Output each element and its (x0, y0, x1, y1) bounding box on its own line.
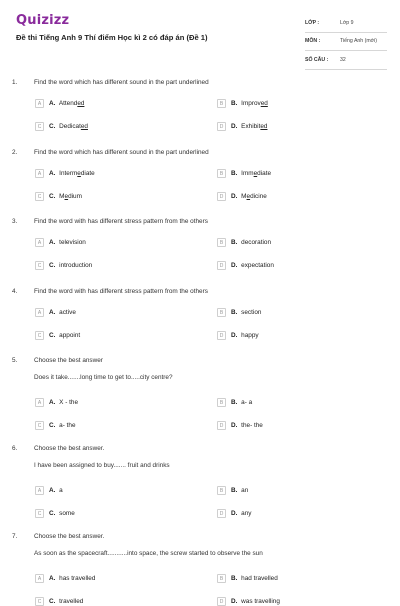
option-text (231, 193, 267, 200)
option-text (231, 598, 280, 605)
option-underlined-part: e (77, 170, 81, 177)
option-text-main: A. X - the (49, 399, 79, 406)
question-header (12, 149, 209, 156)
option-text-main: B. Improv (231, 100, 261, 107)
question-number: 7. (12, 533, 18, 540)
answer-option-c[interactable] (35, 331, 80, 340)
option-text (231, 262, 274, 269)
option-text-main: D. was travelling (231, 598, 280, 605)
option-text-main: D. any (231, 510, 252, 517)
option-text-main: C. travelled (49, 598, 84, 605)
option-text-main: C. Dedicat (49, 123, 81, 130)
answer-option-a[interactable] (35, 99, 84, 108)
answer-option-a[interactable] (35, 574, 95, 583)
option-text (231, 487, 248, 494)
meta-value: 32 (340, 56, 346, 63)
option-text-rest: dium (68, 193, 82, 200)
option-letter-box: A (35, 398, 44, 407)
option-text-main: D. happy (231, 332, 259, 339)
option-text-main: B. Imm (231, 170, 254, 177)
option-underlined-part: e (253, 170, 258, 177)
answer-option-c[interactable] (35, 261, 92, 270)
answer-option-c[interactable] (35, 597, 83, 606)
answer-option-c[interactable] (35, 192, 82, 201)
answer-option-b[interactable] (217, 169, 271, 178)
option-text (49, 598, 83, 605)
question-number: 6. (12, 445, 18, 452)
option-text (49, 487, 63, 494)
option-text-main: C. some (49, 510, 75, 517)
question-header (12, 533, 104, 540)
option-letter-box: D (217, 597, 226, 606)
option-letter-box: A (35, 574, 44, 583)
option-letter-box: C (35, 261, 44, 270)
meta-row-subject (305, 33, 387, 52)
option-text (231, 332, 259, 339)
question-sentence: Does it take.......long time to get to.....city centre? (34, 374, 173, 381)
answer-option-c[interactable] (35, 509, 75, 518)
document-title: Đề thi Tiếng Anh 9 Thí điểm Học kì 2 có đáp án (Đề 1) (16, 33, 208, 42)
option-text-main: A. active (49, 309, 76, 316)
question-prompt: Find the word with has different stress pattern from the others (34, 218, 208, 225)
option-letter-box: D (217, 261, 226, 270)
option-text (231, 239, 271, 246)
option-letter-box: C (35, 192, 44, 201)
option-letter-box: D (217, 509, 226, 518)
option-text-main: B. an (231, 487, 249, 494)
meta-value: Tiếng Anh (mới) (340, 38, 377, 45)
answer-option-a[interactable] (35, 398, 78, 407)
option-letter-box: C (35, 331, 44, 340)
meta-row-count (305, 51, 387, 70)
option-text-rest: diate (80, 170, 95, 177)
answer-option-a[interactable] (35, 238, 86, 247)
meta-label: LỚP : (305, 19, 320, 26)
document-header (0, 0, 400, 70)
option-letter-box: B (217, 238, 226, 247)
question-header (12, 357, 103, 364)
option-text-main: C. appoint (49, 332, 81, 339)
answer-option-d[interactable] (217, 421, 263, 430)
answer-option-a[interactable] (35, 308, 76, 317)
option-text-rest: dicine (250, 193, 267, 200)
option-letter-box: C (35, 122, 44, 131)
option-text (231, 422, 263, 429)
option-text (231, 399, 252, 406)
option-underlined-part: ed (77, 100, 85, 107)
meta-label: SỐ CÂU : (305, 56, 329, 63)
option-letter-box: B (217, 486, 226, 495)
question-prompt: Choose the best answer (34, 357, 103, 364)
option-letter-box: B (217, 398, 226, 407)
option-text-main: A. television (49, 239, 86, 246)
meta-label: MÔN : (305, 38, 321, 45)
question-prompt: Choose the best answer. (34, 533, 105, 540)
option-text (49, 575, 95, 582)
question-number: 5. (12, 357, 18, 364)
option-text (231, 123, 267, 130)
answer-option-b[interactable] (217, 99, 268, 108)
question-sentence: As soon as the spacecraft...........into space, the screw started to observe the sun (34, 550, 263, 557)
option-text-main: A. Attend (49, 100, 78, 107)
option-text-main: A. has travelled (49, 575, 96, 582)
option-text-main: B. had travelled (231, 575, 278, 582)
option-text (49, 239, 86, 246)
meta-value: Lớp 9 (340, 19, 354, 26)
option-text (49, 309, 76, 316)
answer-option-b[interactable] (217, 308, 261, 317)
answer-option-b[interactable] (217, 398, 252, 407)
option-text-main: A. a (49, 487, 63, 494)
question-number: 4. (12, 288, 18, 295)
answer-option-d[interactable] (217, 122, 267, 131)
answer-option-d[interactable] (217, 509, 252, 518)
option-text (49, 399, 78, 406)
option-letter-box: A (35, 486, 44, 495)
option-text (49, 123, 88, 130)
option-letter-box: A (35, 99, 44, 108)
option-letter-box: C (35, 509, 44, 518)
question-prompt: Choose the best answer. (34, 445, 105, 452)
option-underlined-part: ed (260, 123, 268, 130)
option-letter-box: B (217, 308, 226, 317)
meta-panel (305, 14, 387, 70)
question-header (12, 445, 104, 452)
option-text-main: D. the- the (231, 422, 263, 429)
answer-option-c[interactable] (35, 122, 88, 131)
option-text-main: C. a- the (49, 422, 76, 429)
question-number: 1. (12, 79, 18, 86)
option-text (231, 510, 252, 517)
option-underlined-part: ed (80, 123, 88, 130)
option-letter-box: D (217, 331, 226, 340)
question-number: 3. (12, 218, 18, 225)
option-text-main: B. decoration (231, 239, 272, 246)
answer-option-b[interactable] (217, 574, 278, 583)
option-letter-box: A (35, 308, 44, 317)
option-text (49, 193, 82, 200)
option-text (49, 100, 84, 107)
answer-option-d[interactable] (217, 331, 259, 340)
option-text-main: C. M (49, 193, 65, 200)
option-letter-box: A (35, 238, 44, 247)
option-letter-box: D (217, 192, 226, 201)
option-text-main: B. section (231, 309, 262, 316)
option-text (231, 309, 261, 316)
answer-option-b[interactable] (217, 486, 248, 495)
question-header (12, 288, 208, 295)
option-text (49, 422, 76, 429)
option-letter-box: B (217, 169, 226, 178)
question-prompt: Find the word which has different sound in the part underlined (34, 79, 209, 86)
option-letter-box: B (217, 574, 226, 583)
option-text-main: A. Interm (49, 170, 78, 177)
option-letter-box: B (217, 99, 226, 108)
option-letter-box: C (35, 421, 44, 430)
option-text-main: D. expectation (231, 262, 274, 269)
option-text (49, 332, 80, 339)
option-text-main: B. a- a (231, 399, 253, 406)
option-text (49, 510, 75, 517)
question-prompt: Find the word with has different stress pattern from the others (34, 288, 208, 295)
option-text (231, 575, 278, 582)
answer-option-a[interactable] (35, 486, 63, 495)
question-prompt: Find the word which has different sound in the part underlined (34, 149, 209, 156)
answer-option-d[interactable] (217, 192, 267, 201)
question-sentence: I have been assigned to buy....... fruit and drinks (34, 462, 170, 469)
answer-option-c[interactable] (35, 421, 76, 430)
option-underlined-part: e (246, 193, 251, 200)
option-letter-box: A (35, 169, 44, 178)
option-letter-box: D (217, 421, 226, 430)
option-letter-box: C (35, 597, 44, 606)
question-number: 2. (12, 149, 18, 156)
option-text (49, 262, 92, 269)
option-underlined-part: ed (260, 100, 268, 107)
answer-option-d[interactable] (217, 597, 280, 606)
option-text (231, 170, 271, 177)
option-text-main: D. Exhibit (231, 123, 261, 130)
answer-option-b[interactable] (217, 238, 271, 247)
option-text-rest: diate (257, 170, 272, 177)
question-header (12, 218, 208, 225)
answer-option-a[interactable] (35, 169, 95, 178)
option-text (231, 100, 268, 107)
option-text (49, 170, 95, 177)
question-header (12, 79, 209, 86)
option-letter-box: D (217, 122, 226, 131)
meta-row-class (305, 14, 387, 33)
option-underlined-part: e (64, 193, 69, 200)
option-text-main: D. M (231, 193, 247, 200)
quizizz-logo: Quizizz (16, 13, 70, 28)
option-text-main: C. introduction (49, 262, 93, 269)
answer-option-d[interactable] (217, 261, 274, 270)
